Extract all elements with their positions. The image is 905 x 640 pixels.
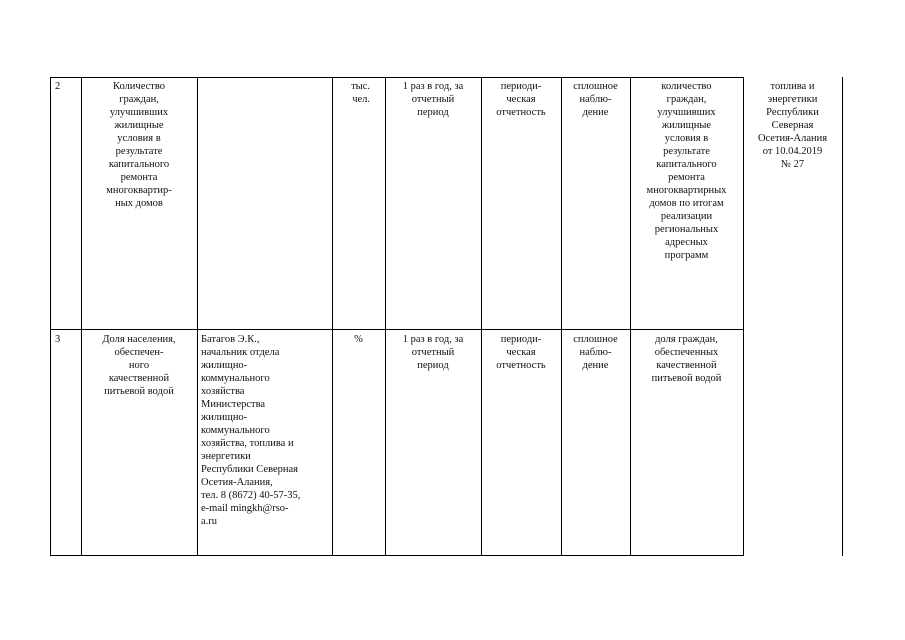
responsible-person: Батагов Э.К., начальник отдела жилищно- коммунального хозяйства Министерства жилищно- коммунального хозяйства, топлива и энергетики Республики Северная Осетия-Алания, тел. 8 (8672) 40-57-35, e-mail mingkh@rso- a.ru: [201, 334, 301, 527]
unit: %: [354, 334, 363, 345]
frequency: 1 раз в год, за отчетный период: [402, 81, 464, 118]
row-number: 2: [55, 81, 61, 92]
table-bottom-border: [50, 555, 743, 556]
column-border: [630, 77, 631, 556]
column-border: [332, 77, 333, 556]
page-margin-line: [842, 77, 843, 556]
unit: тыс. чел.: [351, 81, 370, 105]
frequency: 1 раз в год, за отчетный период: [402, 334, 464, 371]
row-divider: [50, 329, 743, 330]
indicator-description: количество граждан, улучшивших жилищные условия в результате капитального ремонта многоквартирных домов по итогам реализации региональных адресных программ: [646, 81, 727, 261]
coverage: сплошное наблю- дение: [573, 334, 618, 371]
coverage: сплошное наблю- дение: [573, 81, 618, 118]
collection-method: периоди- ческая отчетность: [496, 334, 546, 371]
column-border: [561, 77, 562, 556]
column-border: [81, 77, 82, 556]
indicator-name: Доля населения, обеспечен- ного качественной питьевой водой: [102, 334, 176, 397]
row-number: 3: [55, 334, 61, 345]
column-border: [50, 77, 51, 556]
side-note: топлива и энергетики Республики Северная Осетия-Алания от 10.04.2019 № 27: [757, 81, 828, 170]
collection-method: периоди- ческая отчетность: [496, 81, 546, 118]
column-border: [743, 77, 744, 556]
column-border: [481, 77, 482, 556]
indicator-description: доля граждан, обеспеченных качественной питьевой водой: [651, 334, 722, 384]
table-top-border: [50, 77, 743, 78]
column-border: [197, 77, 198, 556]
indicator-name: Количество граждан, улучшивших жилищные условия в результате капитального ремонта многоквартир- ных домов: [106, 81, 172, 209]
column-border: [385, 77, 386, 556]
